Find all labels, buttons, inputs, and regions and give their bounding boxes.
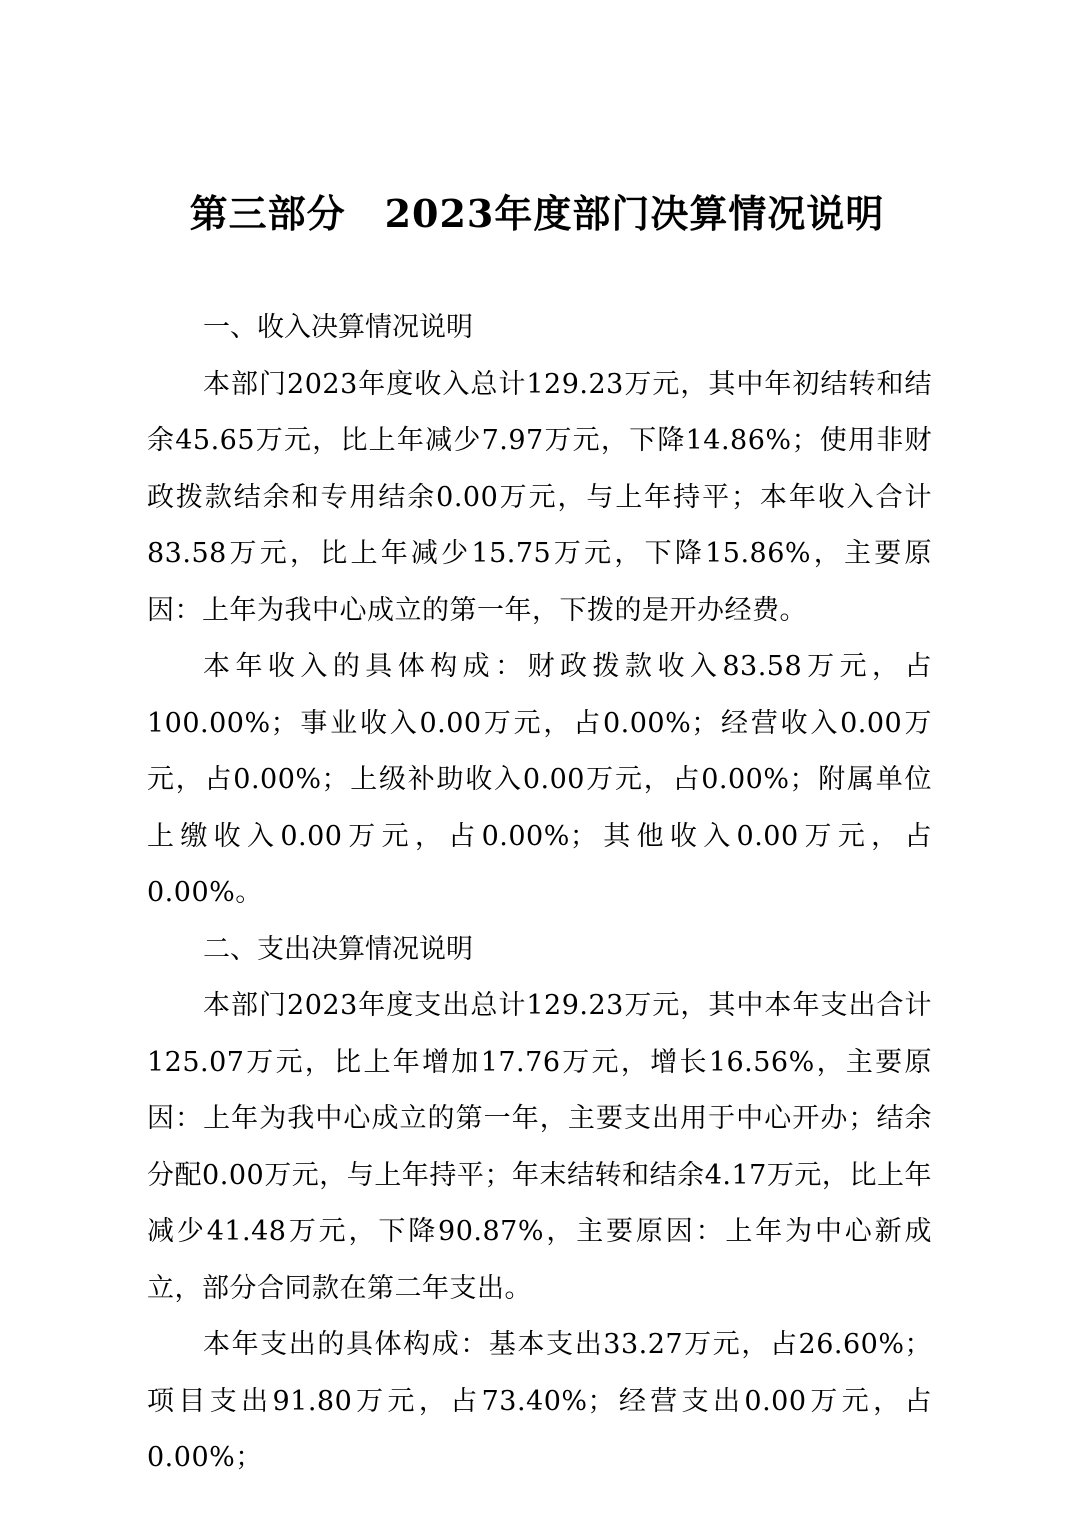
document-body — [147, 300, 932, 1487]
section-heading-income: 一、收入决算情况说明 — [203, 312, 473, 343]
expenditure-summary-paragraph: 本部门2023年度支出总计129.23万元，其中本年支出合计125.07万元，比上年增加17.76万元，增长16.56%，主要原因：上年为我中心成立的第一年，主要支出用于中心开办；结余分配0.00万元，与上年持平；年末结转和结余4.17万元，比上年减少41.48万元，下降90.87%，主要原因：上年为中心新成立，部分合同款在第二年支出。 — [147, 990, 932, 1304]
income-summary-paragraph: 本部门2023年度收入总计129.23万元，其中年初结转和结余45.65万元，比上年减少7.97万元，下降14.86%；使用非财政拨款结余和专用结余0.00万元，与上年持平；本年收入合计83.58万元，比上年减少15.75万元，下降15.86%，主要原因：上年为我中心成立的第一年，下拨的是开办经费。 — [147, 368, 932, 626]
income-composition-paragraph: 本年收入的具体构成：财政拨款收入83.58万元，占100.00%；事业收入0.00万元，占0.00%；经营收入0.00万元，占0.00%；上级补助收入0.00万元，占0.00%；附属单位上缴收入0.00万元，占0.00%；其他收入0.00万元，占0.00%。 — [147, 651, 932, 908]
section-heading-expenditure: 二、支出决算情况说明 — [203, 933, 473, 965]
page-title: 第三部分 2023年度部门决算情况说明 — [189, 191, 885, 236]
expenditure-composition-paragraph: 本年支出的具体构成：基本支出33.27万元，占26.60%；项目支出91.80万元，占73.40%；经营支出0.00万元，占0.00%； — [147, 1329, 932, 1473]
